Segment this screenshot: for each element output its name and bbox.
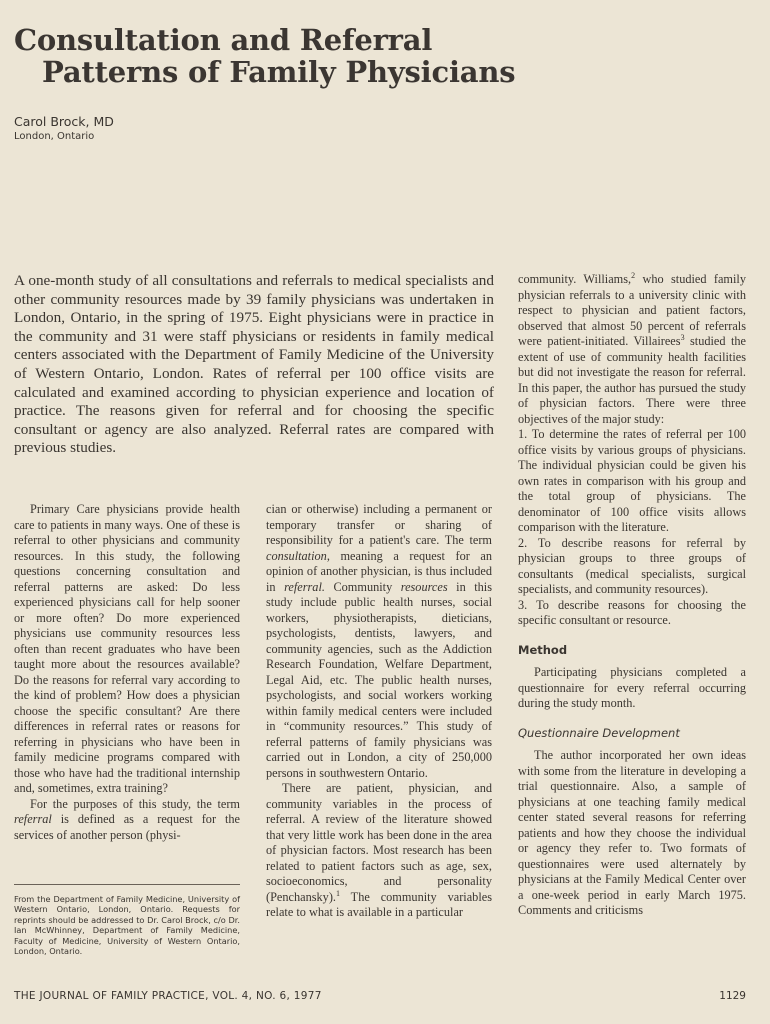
paragraph: There are patient, physician, and community variables in the process of referral. A review of the literature showed that very little work has been done in the area of physician factors. Most research has been related to patient factors such as age, sex, socioeconomics, and personality (Penchansky).$^1$ The community variables relate to what is available in a particular: [266, 781, 492, 919]
objective-2: 2. To describe reasons for referral by physician groups to three groups of consultants (medical specialists, surgical specialists, and community resources).: [518, 535, 746, 596]
paragraph: cian or otherwise) including a permanent or temporary transfer or sharing of responsibility for a patient's care. The term consultation, meaning a request for an opinion of another physician, is thus included in referral. Community resources in this study include public health nurses, social workers, physiotherapists, dieticians, psychologists, dentists, lawyers, and community agencies, such as the Addiction Research Foundation, Welfare Department, Legal Aid, etc. The public health nurses, psychologists, and social workers working within family medical centers were included in “community resources.” This study of referral patterns of family physicians was carried out in London, a city of 250,000 persons in southwestern Ontario.: [266, 502, 492, 780]
citation-superscript: 1: [336, 888, 341, 898]
body-column-2: [266, 502, 492, 921]
journal-citation: THE JOURNAL OF FAMILY PRACTICE, VOL. 4, NO. 6, 1977: [14, 990, 322, 1002]
citation-superscript: 2: [631, 270, 636, 280]
article-title: [14, 24, 515, 88]
paragraph: For the purposes of this study, the term referral is defined as a request for the services of another person (physi-: [14, 796, 240, 842]
abstract: A one-month study of all consultations and referrals to medical specialists and other community resources made by 39 family physicians was undertaken in London, Ontario, in the spring of 1975. Eight physicians were in practice in the community and 31 were staff physicians or residents in family medical centers associated with the Department of Family Medicine of the University of Western Ontario, London. Rates of referral per 100 office visits are calculated and examined according to physician experience and location of practice. The reasons given for referral and for choosing the specific consultant or agency are also analyzed. Referral rates are compared with previous studies.: [14, 272, 494, 457]
title-line-2: Patterns of Family Physicians: [42, 55, 516, 89]
section-heading-method: Method: [518, 642, 568, 657]
emphasis: consultation: [266, 548, 327, 563]
paragraph: Primary Care physicians provide health care to patients in many ways. One of these is referral to other physicians and community resources. In this study, the following questions concerning consultation and referral patterns are asked: Do less experienced physicians call for help sooner or more often? Do more experienced physicians use community resources less often than recent graduates who have been taught more about the resources available? Do the reasons for referral vary according to the kind of problem? How does a physician choose the specific consultant? Are there differences in referral rates or reasons for referring in physicians who have been in family medicine programs compared with those who have had the traditional internship and, sometimes, extra training?: [14, 502, 240, 795]
body-column-1: [14, 502, 240, 843]
paragraph: community. Williams,$^2$ who studied family physician referrals to a university clinic with respect to physician and patient factors, observed that almost 50 percent of referrals were patient-initiated. Villairees$^3$ studied the extent of use of community health facilities but did not investigate the reason for referral. In this paper, the author has pursued the study of physician factors. There were three objectives of the major study:: [518, 270, 746, 426]
citation-superscript: 3: [680, 332, 685, 342]
emphasis: resources: [400, 579, 448, 594]
author-name: Carol Brock, MD: [14, 114, 114, 129]
paragraph: Participating physicians completed a questionnaire for every referral occurring during the study month.: [518, 665, 746, 710]
page-number: 1129: [719, 990, 746, 1002]
footnote: From the Department of Family Medicine, University of Western Ontario, London, Ontario. Requests for reprints should be addressed to Dr. Carol Brock, c/o Dr. Ian McWhinney, Department of Family Medicine, Faculty of Medicine, University of Western Ontario, London, Ontario.: [14, 894, 240, 957]
objective-3: 3. To describe reasons for choosing the specific consultant or resource.: [518, 597, 746, 627]
author-affiliation: London, Ontario: [14, 131, 95, 142]
paragraph: The author incorporated her own ideas with some from the literature in developing a trial questionnaire. Also, a sample of physicians at one teaching family medical center stated several reasons for referring patients and how they choose the individual or agency they refer to. Two formats of questionnaires were used alternately by physicians at the Family Medical Center over a one-week period in early March 1975. Comments and criticisms: [518, 748, 746, 917]
objective-1: 1. To determine the rates of referral per 100 office visits by various groups of physicians. The individual physician could be given his own rates in comparison with his group and the total group of physicians. The denominator of 100 office visits allows comparison with the literature.: [518, 427, 746, 534]
subsection-heading-questionnaire: Questionnaire Development: [518, 725, 680, 740]
emphasis: referral.: [284, 579, 325, 594]
footnote-rule: [14, 884, 240, 885]
body-column-3: [518, 272, 746, 919]
emphasis: referral: [14, 812, 52, 826]
title-line-1: Consultation and Referral: [14, 23, 433, 57]
